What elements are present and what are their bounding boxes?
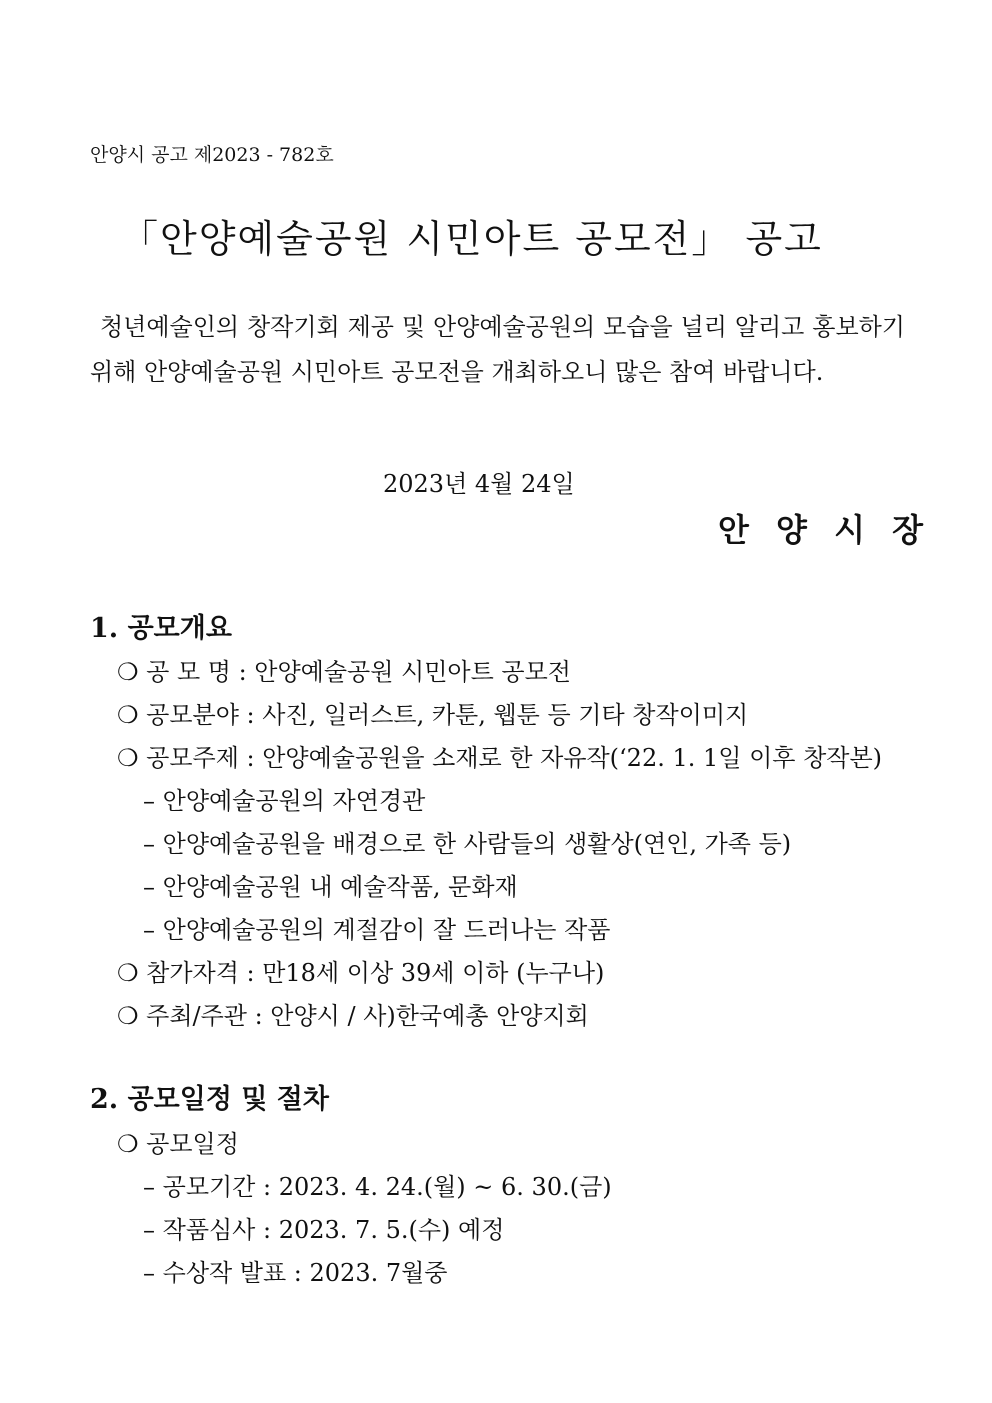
notice-number: 안양시 공고 제2023 - 782호 (90, 144, 334, 166)
section-heading-overview: 1. 공모개요 (90, 613, 232, 644)
overview-item-eligibility: ❍ 참가자격 : 만18세 이상 39세 이하 (누구나) (117, 959, 605, 987)
overview-item-field: ❍ 공모분야 : 사진, 일러스트, 카툰, 웹툰 등 기타 창작이미지 (117, 701, 749, 729)
schedule-review: – 작품심사 : 2023. 7. 5.(수) 예정 (143, 1216, 505, 1244)
schedule-period: – 공모기간 : 2023. 4. 24.(월) ~ 6. 30.(금) (143, 1173, 612, 1201)
theme-subitem-4: – 안양예술공원의 계절감이 잘 드러나는 작품 (143, 916, 611, 944)
intro-paragraph: 청년예술인의 창작기회 제공 및 안양예술공원의 모습을 널리 알리고 홍보하기 위해 안양예술공원 시민아트 공모전을 개최하오니 많은 참여 바랍니다. (90, 313, 905, 386)
schedule-announcement: – 수상작 발표 : 2023. 7월중 (143, 1259, 448, 1287)
overview-item-name: ❍ 공 모 명 : 안양예술공원 시민아트 공모전 (117, 658, 571, 686)
theme-subitem-3: – 안양예술공원 내 예술작품, 문화재 (143, 873, 518, 901)
signer: 안 양 시 장 (718, 511, 932, 549)
overview-item-host: ❍ 주최/주관 : 안양시 / 사)한국예총 안양지회 (117, 1002, 589, 1030)
overview-item-theme: ❍ 공모주제 : 안양예술공원을 소재로 한 자유작(‘22. 1. 1일 이후 창작본) (117, 744, 882, 772)
section-heading-schedule: 2. 공모일정 및 절차 (90, 1084, 329, 1115)
document-title: 「안양예술공원 시민아트 공모전」 공고 (120, 217, 823, 261)
schedule-item: ❍ 공모일정 (117, 1130, 239, 1158)
notice-date: 2023년 4월 24일 (383, 470, 575, 498)
theme-subitem-2: – 안양예술공원을 배경으로 한 사람들의 생활상(연인, 가족 등) (143, 830, 792, 858)
theme-subitem-1: – 안양예술공원의 자연경관 (143, 787, 426, 815)
